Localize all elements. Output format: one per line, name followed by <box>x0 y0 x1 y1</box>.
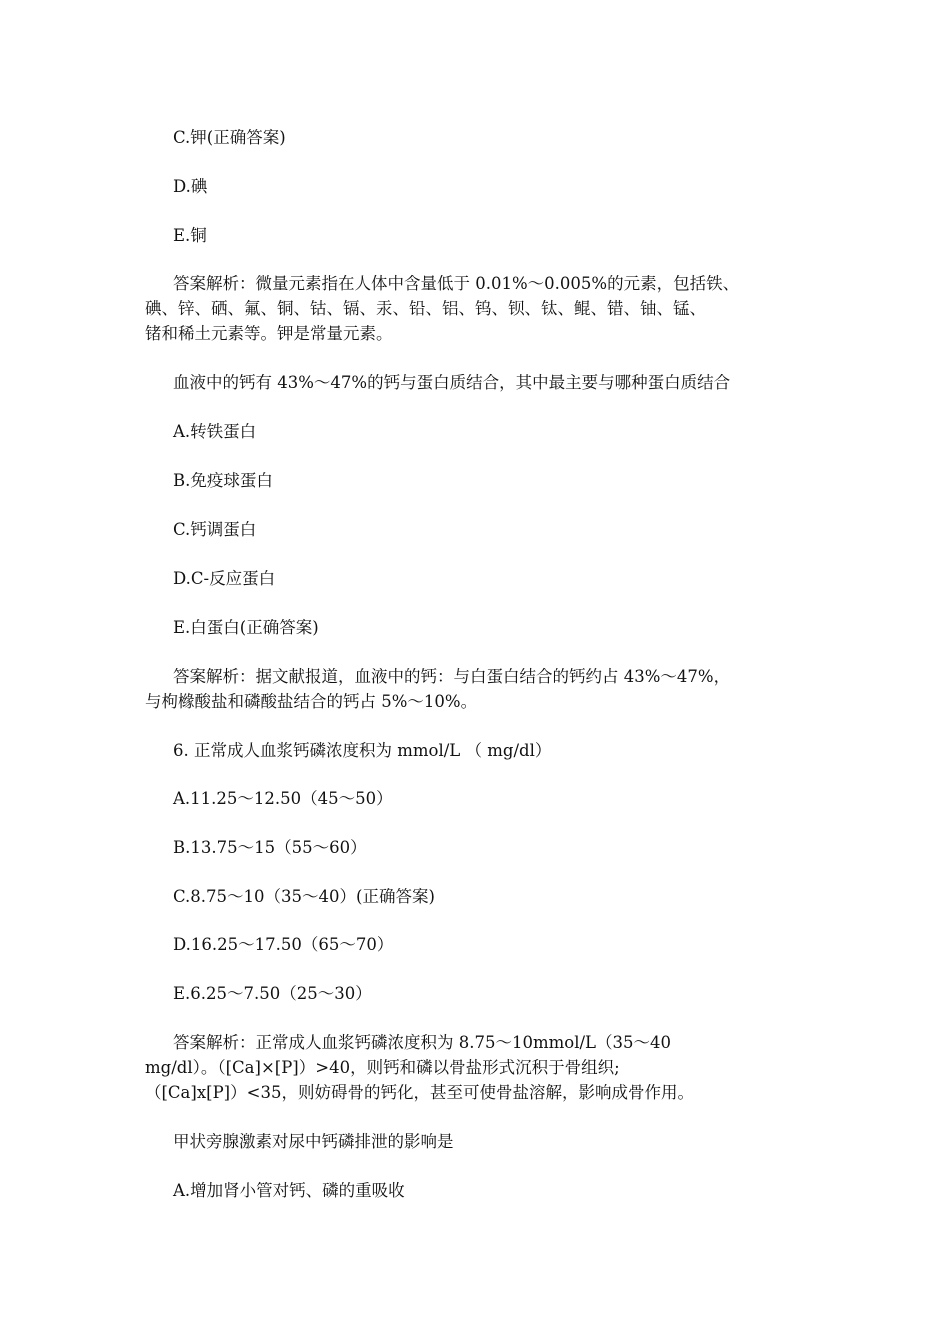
option-a: A.增加肾小管对钙、磷的重吸收 <box>173 1181 405 1200</box>
answer-analysis-line: 与枸橼酸盐和磷酸盐结合的钙占 5%～10%。 <box>145 692 478 711</box>
option-c: C.8.75～10（35～40）(正确答案) <box>173 887 435 906</box>
answer-analysis-line: （[Ca]x[P]）<35，则妨碍骨的钙化，甚至可使骨盐溶解，影响成骨作用。 <box>145 1083 694 1102</box>
option-d: D.碘 <box>173 177 208 196</box>
option-d: D.C-反应蛋白 <box>173 569 276 588</box>
answer-analysis-line: 答案解析：正常成人血浆钙磷浓度积为 8.75～10mmol/L（35～40 <box>173 1033 671 1052</box>
option-a: A.转铁蛋白 <box>173 422 257 441</box>
option-c: C.钾(正确答案) <box>173 128 286 147</box>
answer-analysis-line: 答案解析：微量元素指在人体中含量低于 0.01%～0.005%的元素，包括铁、 <box>173 274 740 293</box>
option-a: A.11.25～12.50（45～50） <box>173 789 393 808</box>
option-c: C.钙调蛋白 <box>173 520 257 539</box>
option-b: B.13.75～15（55～60） <box>173 838 367 857</box>
option-e: E.铜 <box>173 226 207 245</box>
option-b: B.免疫球蛋白 <box>173 471 273 490</box>
answer-analysis-line: 答案解析：据文献报道，血液中的钙：与白蛋白结合的钙约占 43%～47%， <box>173 667 731 686</box>
option-d: D.16.25～17.50（65～70） <box>173 935 394 954</box>
question-stem: 6. 正常成人血浆钙磷浓度积为 mmol/L （ mg/dl） <box>173 741 552 760</box>
answer-analysis-line: mg/dl）。（[Ca]×[P]）>40，则钙和磷以骨盐形式沉积于骨组织; <box>145 1058 620 1077</box>
question-stem: 甲状旁腺激素对尿中钙磷排泄的影响是 <box>173 1132 454 1151</box>
question-stem: 血液中的钙有 43%～47%的钙与蛋白质结合，其中最主要与哪种蛋白质结合 <box>173 373 731 392</box>
option-e: E.白蛋白(正确答案) <box>173 618 319 637</box>
option-e: E.6.25～7.50（25～30） <box>173 984 372 1003</box>
answer-analysis-line: 碘、锌、硒、氟、铜、钴、镉、汞、铅、铝、钨、钡、钛、鲲、错、铀、锰、 <box>145 299 706 318</box>
answer-analysis-line: 锗和稀土元素等。钾是常量元素。 <box>145 324 393 343</box>
